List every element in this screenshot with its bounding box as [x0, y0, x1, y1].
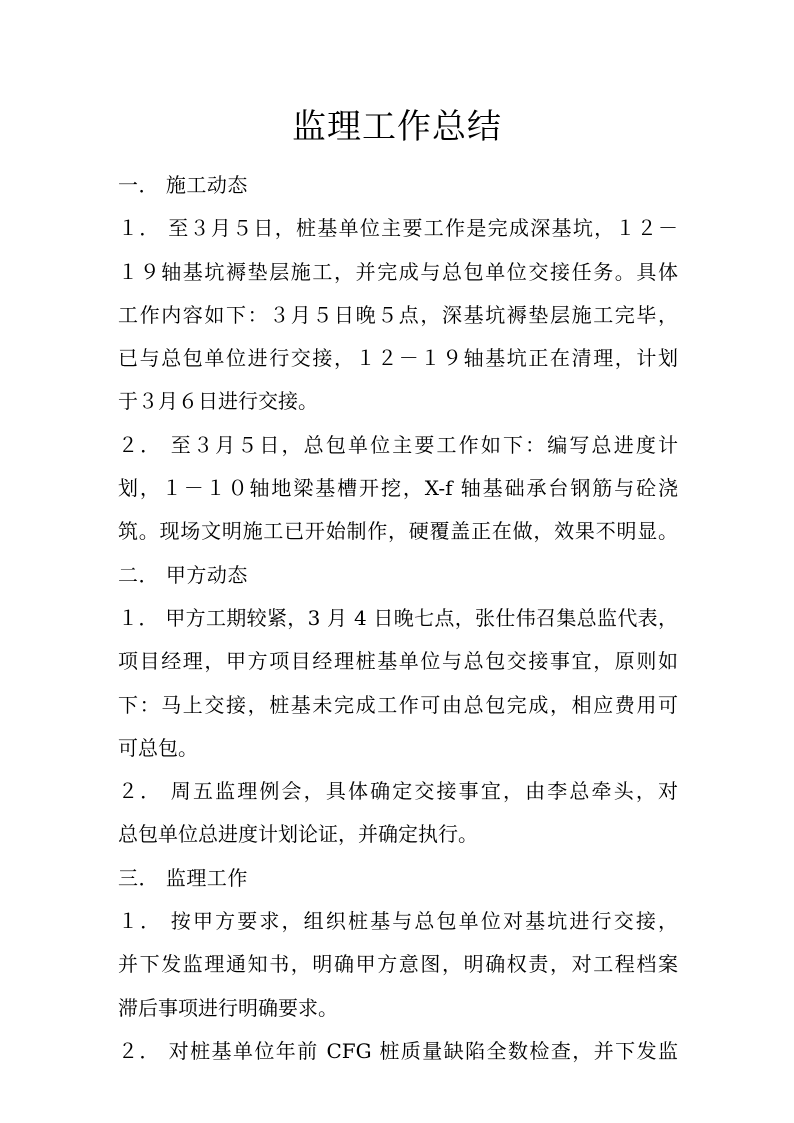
paragraph-line: 项目经理，甲方项目经理桩基单位与总包交接事宜，原则如	[118, 649, 678, 674]
section-heading-supervision: 三． 监理工作	[118, 865, 248, 890]
paragraph-line: 划，１－１０轴地梁基槽开挖，X-f 轴基础承台钢筋与砼浇	[118, 476, 678, 501]
section-heading-owner: 二． 甲方动态	[118, 562, 248, 587]
paragraph-line: 总包单位总进度计划论证，并确定执行。	[118, 822, 478, 847]
paragraph-line: １． 甲方工期较紧，3 月 4 日晚七点，张仕伟召集总监代表，	[118, 605, 678, 630]
paragraph-line: ２． 对桩基单位年前 CFG 桩质量缺陷全数检查，并下发监	[118, 1038, 678, 1063]
paragraph-line: 工作内容如下：３月５日晚５点，深基坑褥垫层施工完毕，	[118, 302, 678, 327]
paragraph-line: 于３月６日进行交接。	[118, 389, 318, 414]
document-title: 监理工作总结	[292, 107, 502, 147]
paragraph-line: 下：马上交接，桩基未完成工作可由总包完成，相应费用可	[118, 692, 678, 717]
paragraph-line: 筑。现场文明施工已开始制作，硬覆盖正在做，效果不明显。	[118, 519, 678, 544]
paragraph-line: ２． 至３月５日，总包单位主要工作如下：编写总进度计	[118, 432, 678, 457]
paragraph-line: ２． 周五监理例会，具体确定交接事宜，由李总牵头，对	[118, 779, 678, 804]
paragraph-line: １９轴基坑褥垫层施工，并完成与总包单位交接任务。具体	[118, 259, 678, 284]
paragraph-line: 滞后事项进行明确要求。	[118, 995, 338, 1020]
paragraph-line: 并下发监理通知书，明确甲方意图，明确权责，对工程档案	[118, 952, 678, 977]
section-heading-construction: 一． 施工动态	[118, 173, 248, 197]
paragraph-line: １． 按甲方要求，组织桩基与总包单位对基坑进行交接，	[118, 909, 678, 934]
document-body	[118, 164, 678, 1073]
paragraph-line: 已与总包单位进行交接，１２－１９轴基坑正在清理，计划	[118, 346, 678, 371]
paragraph-line: 可总包。	[118, 735, 198, 760]
paragraph-line: １． 至３月５日，桩基单位主要工作是完成深基坑，１２－	[118, 216, 678, 241]
